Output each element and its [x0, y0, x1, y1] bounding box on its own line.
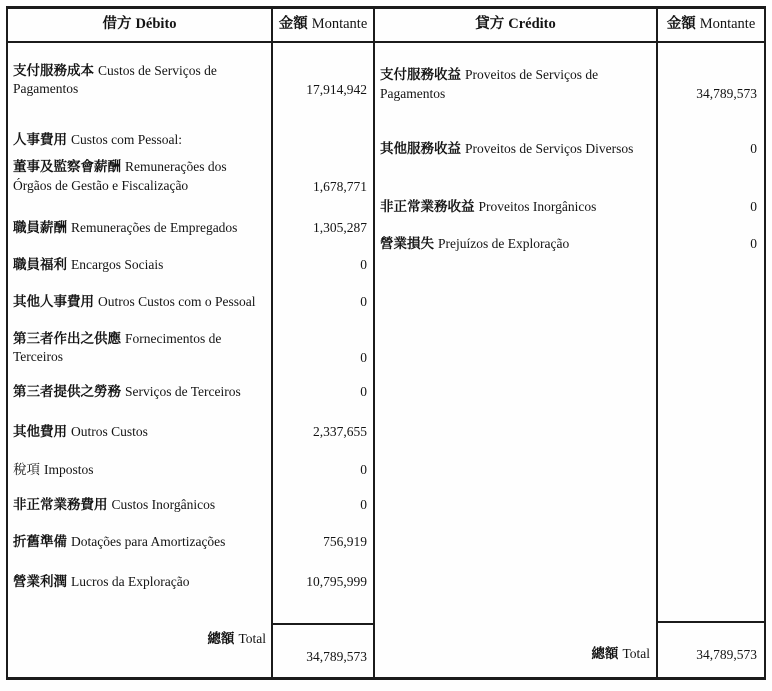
debit-row-amount: 1,678,771 [313, 179, 367, 194]
header-credit-amount-pt: Montante [699, 16, 756, 32]
debit-row-label: 人事費用 Custos com Pessoal: [13, 132, 183, 147]
divider-credit-amount [656, 6, 658, 680]
credit-row-label: 支付服務收益 Proveitos de Serviços de [380, 67, 599, 82]
header-debit [8, 16, 271, 33]
debit-total-label: 總額 Total [207, 631, 266, 646]
debit-row-label-line2: Pagamentos [13, 81, 79, 96]
credit-row-label: 營業損失 Prejuízos de Exploração [380, 236, 570, 251]
debit-row-label: 董事及監察會薪酬 Remunerações dos [13, 159, 227, 174]
table-border-bottom [6, 677, 766, 680]
debit-row-amount: 10,795,999 [306, 574, 367, 589]
debit-row-label: 其他人事費用 Outros Custos com o Pessoal [13, 294, 256, 309]
header-debit-amount-pt: Montante [311, 16, 368, 32]
debit-row-label-line2: Órgãos de Gestão e Fiscalização [13, 178, 189, 193]
debit-row-amount: 756,919 [323, 534, 367, 549]
table-border-left [6, 6, 8, 680]
debit-row-amount: 2,337,655 [313, 424, 367, 439]
credit-total-amount: 34,789,573 [696, 647, 757, 662]
table-border-right [764, 6, 766, 680]
credit-row-amount: 0 [750, 199, 757, 214]
debit-row-label: 第三者提供之勞務 Serviços de Terceiros [13, 384, 241, 399]
debit-total-amount: 34,789,573 [306, 649, 367, 664]
debit-row-amount: 0 [360, 294, 367, 309]
debit-row-label-line2: Terceiros [13, 349, 64, 364]
header-debit-zh: 借方 [102, 16, 132, 32]
debit-row-label: 折舊準備 Dotações para Amortizações [13, 534, 226, 549]
header-debit-amount-zh: 金額 [278, 16, 308, 32]
header-credit-pt: Crédito [508, 16, 556, 32]
debit-row-label: 支付服務成本 Custos de Serviços de [13, 63, 217, 78]
header-debit-pt: Débito [135, 16, 177, 32]
divider-debit-amount [271, 6, 273, 680]
debit-row-amount: 0 [360, 462, 367, 477]
credit-total-label: 總額 Total [591, 646, 650, 661]
credit-total-rule [658, 621, 764, 623]
debit-row-label: 營業利潤 Lucros da Exploração [13, 574, 190, 589]
debit-row-label: 職員福利 Encargos Sociais [13, 257, 164, 272]
debit-row-label: 第三者作出之供應 Fornecimentos de [13, 331, 222, 346]
header-credit-zh: 貸方 [475, 16, 505, 32]
table-border-top [6, 6, 766, 9]
debit-row-amount: 0 [360, 257, 367, 272]
credit-row-label: 非正常業務收益 Proveitos Inorgânicos [380, 199, 597, 214]
debit-row-label: 稅項 Impostos [13, 462, 94, 477]
divider-amount-credit [373, 6, 375, 680]
credit-row-amount: 0 [750, 236, 757, 251]
debit-row-amount: 0 [360, 350, 367, 365]
credit-row-amount: 0 [750, 141, 757, 156]
debit-row-label: 職員薪酬 Remunerações de Empregados [13, 220, 238, 235]
header-credit-amount [658, 16, 764, 33]
credit-row-label-line2: Pagamentos [380, 86, 446, 101]
debit-row-label: 其他費用 Outros Custos [13, 424, 148, 439]
debit-row-amount: 0 [360, 384, 367, 399]
debit-total-rule [273, 623, 373, 625]
debit-row-amount: 1,305,287 [313, 220, 367, 235]
debit-row-amount: 17,914,942 [306, 82, 367, 97]
credit-row-label: 其他服務收益 Proveitos de Serviços Diversos [380, 141, 634, 156]
header-debit-amount [273, 16, 373, 33]
header-credit [375, 16, 656, 33]
debit-row-label: 非正常業務費用 Custos Inorgânicos [13, 497, 216, 512]
header-credit-amount-zh: 金額 [666, 16, 696, 32]
debit-row-amount: 0 [360, 497, 367, 512]
header-underline [6, 41, 766, 43]
credit-row-amount: 34,789,573 [696, 86, 757, 101]
